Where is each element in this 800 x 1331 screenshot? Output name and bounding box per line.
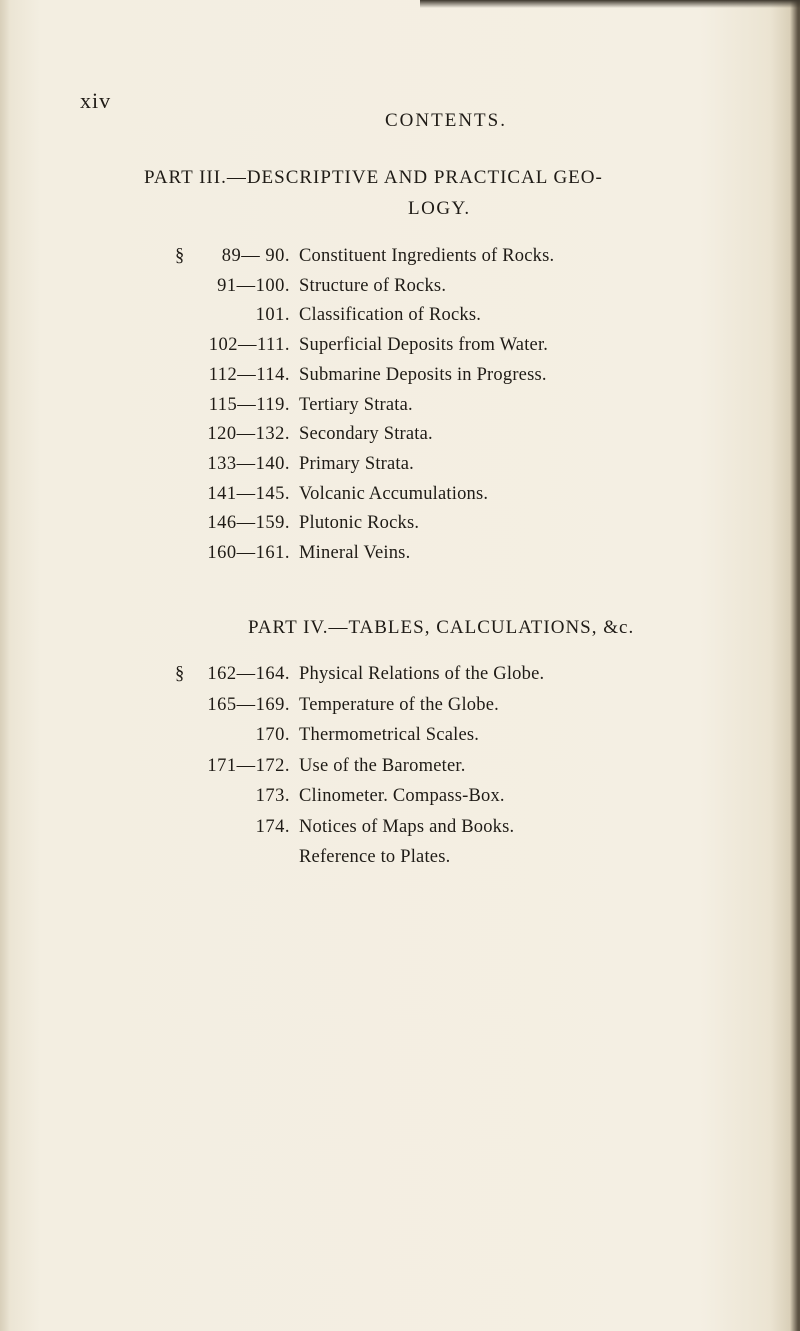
- section-range: 174.: [255, 816, 290, 837]
- contents-entry: [175, 786, 735, 810]
- section-sign: §: [175, 664, 185, 684]
- section-range: 91—100.: [217, 275, 290, 296]
- entry-title: Structure of Rocks.: [299, 275, 447, 296]
- contents-entry: [175, 725, 735, 749]
- contents-entry: [175, 395, 735, 419]
- entry-title: Notices of Maps and Books.: [299, 816, 515, 837]
- part3-heading-line1: PART III.—DESCRIPTIVE AND PRACTICAL GEO-: [144, 167, 603, 188]
- entry-title: Secondary Strata.: [299, 424, 433, 445]
- section-range: 141—145.: [207, 483, 290, 504]
- section-range: 165—169.: [207, 694, 290, 715]
- section-range: 171—172.: [207, 755, 290, 776]
- section-range: 120—132.: [207, 424, 290, 445]
- contents-entry: [175, 454, 735, 478]
- section-range: 173.: [255, 786, 290, 806]
- section-range: 89— 90.: [221, 246, 290, 266]
- contents-entry: [175, 543, 735, 567]
- contents-entry: [175, 695, 735, 719]
- entry-title: Tertiary Strata.: [299, 394, 413, 415]
- page-number: xiv: [80, 88, 112, 113]
- entry-title: Classification of Rocks.: [299, 305, 482, 326]
- section-range: 160—161.: [207, 543, 290, 563]
- entry-title: Physical Relations of the Globe.: [299, 664, 545, 684]
- contents-entry: [175, 756, 735, 780]
- running-head: CONTENTS.: [385, 110, 507, 131]
- section-range: 112—114.: [208, 364, 290, 385]
- entry-title: Plutonic Rocks.: [299, 513, 420, 534]
- section-range: 102—111.: [208, 335, 290, 356]
- section-range: 101.: [255, 305, 290, 326]
- contents-entry: [175, 335, 735, 359]
- section-range: 115—119.: [208, 394, 290, 415]
- contents-entry: [175, 484, 735, 508]
- entry-title: Superficial Deposits from Water.: [299, 335, 549, 356]
- contents-entry: [175, 664, 735, 688]
- contents-entry: [175, 305, 735, 329]
- section-range: 162—164.: [207, 664, 290, 684]
- section-range: 170.: [255, 725, 290, 745]
- contents-entry: [175, 365, 735, 389]
- page-left-edge: [0, 0, 10, 1331]
- entry-title: Temperature of the Globe.: [299, 694, 499, 715]
- section-sign: §: [175, 246, 185, 266]
- contents-entry: [175, 424, 735, 448]
- contents-entry: [175, 276, 735, 300]
- entry-title: Reference to Plates.: [299, 847, 451, 867]
- part3-heading-line2: LOGY.: [408, 198, 471, 219]
- entry-title: Thermometrical Scales.: [299, 725, 480, 745]
- contents-entry: [175, 246, 735, 270]
- section-range: 146—159.: [207, 513, 290, 534]
- contents-entry: [175, 817, 735, 841]
- entry-title: Submarine Deposits in Progress.: [299, 364, 547, 385]
- entry-title: Primary Strata.: [299, 453, 415, 474]
- entry-title: Clinometer. Compass-Box.: [299, 786, 505, 806]
- entry-title: Mineral Veins.: [299, 543, 411, 563]
- section-range: 133—140.: [207, 453, 290, 474]
- contents-entry: [175, 847, 735, 871]
- entry-title: Volcanic Accumulations.: [299, 483, 489, 504]
- page-edge-shadow: [420, 0, 800, 8]
- entry-title: Constituent Ingredients of Rocks.: [299, 246, 555, 266]
- entry-title: Use of the Barometer.: [299, 755, 466, 776]
- contents-entry: [175, 513, 735, 537]
- part4-heading: PART IV.—TABLES, CALCULATIONS, &c.: [248, 617, 635, 638]
